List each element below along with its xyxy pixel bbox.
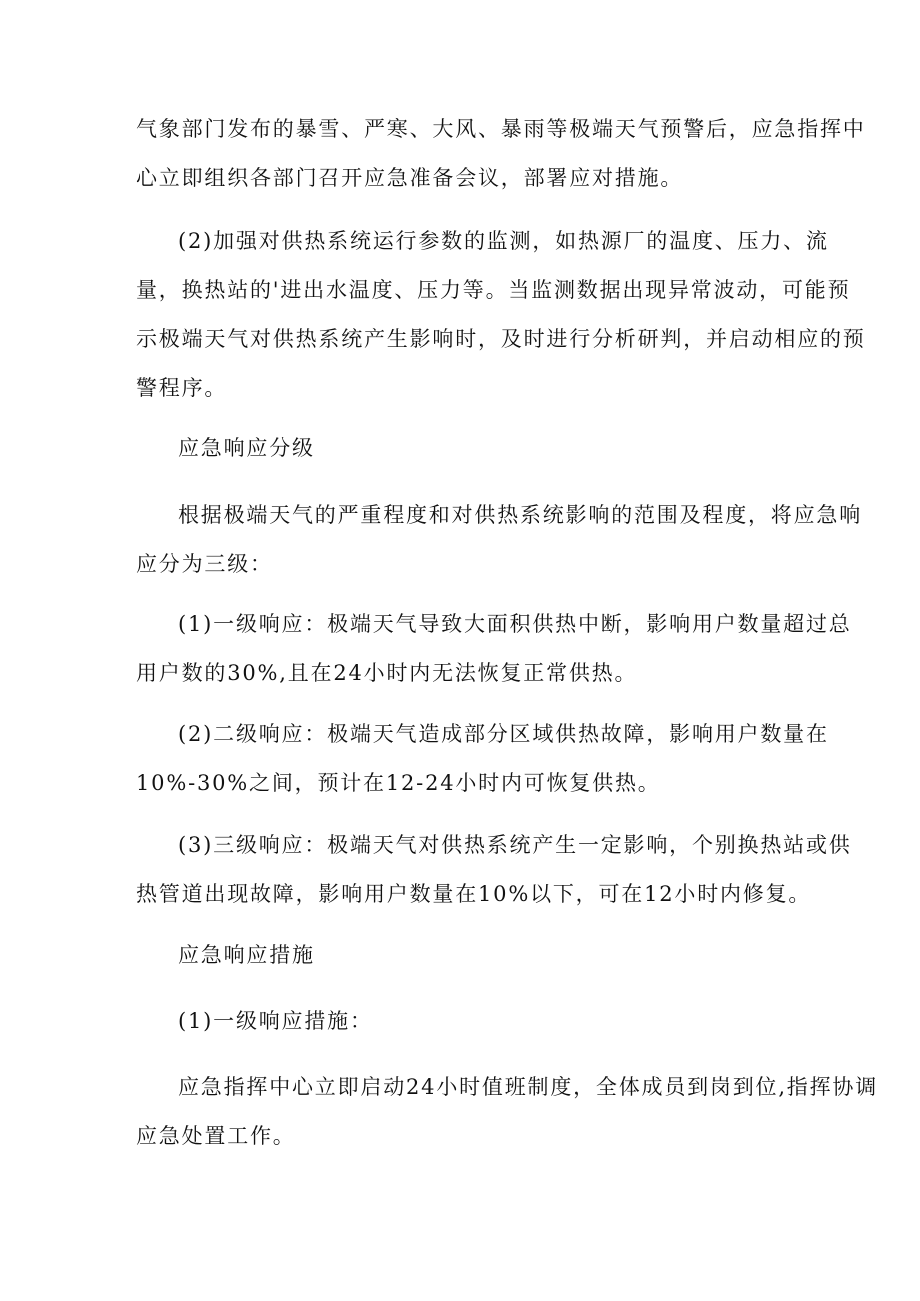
paragraph-level-one bbox=[136, 600, 852, 698]
paragraph-level-two bbox=[136, 710, 829, 808]
paragraph-warning-response bbox=[136, 105, 866, 203]
section-heading-response-levels bbox=[136, 424, 786, 473]
text-line: 示极端天气对供热系统产生影响时，及时进行分析研判，并启动相应的预 bbox=[136, 327, 866, 351]
text-line: 应分为三级： bbox=[136, 552, 273, 576]
text-line: 用户数的30%,且在24小时内无法恢复正常供热。 bbox=[136, 661, 638, 685]
paragraph-level-three bbox=[136, 821, 852, 919]
paragraph-monitoring bbox=[136, 217, 866, 413]
paragraph-level-one-measures bbox=[136, 997, 786, 1046]
text-line: 心立即组织各部门召开应急准备会议，部署应对措施。 bbox=[136, 166, 684, 190]
paragraph-duty-system bbox=[136, 1063, 878, 1161]
text-line: (1)一级响应措施： bbox=[178, 1009, 373, 1033]
text-line: 10%-30%之间，预计在12-24小时内可恢复供热。 bbox=[136, 771, 661, 795]
heading-text: 应急响应分级 bbox=[178, 436, 315, 460]
heading-text: 应急响应措施 bbox=[178, 943, 315, 967]
text-line: 应急处置工作。 bbox=[136, 1124, 296, 1148]
text-line: 热管道出现故障，影响用户数量在10%以下，可在12小时内修复。 bbox=[136, 882, 812, 906]
text-line: 量，换热站的'进出水温度、压力等。当监测数据出现异常波动，可能预 bbox=[136, 278, 851, 302]
section-heading-response-measures bbox=[136, 931, 786, 980]
text-line: 应急指挥中心立即启动24小时值班制度，全体成员到岗到位,指挥协调 bbox=[178, 1075, 878, 1099]
text-line: 气象部门发布的暴雪、严寒、大风、暴雨等极端天气预警后，应急指挥中 bbox=[136, 117, 866, 141]
paragraph-level-intro bbox=[136, 491, 862, 589]
text-line: 警程序。 bbox=[136, 376, 228, 400]
text-line: 根据极端天气的严重程度和对供热系统影响的范围及程度，将应急响 bbox=[178, 503, 862, 527]
text-line: (3)三级响应：极端天气对供热系统产生一定影响，个别换热站或供 bbox=[178, 833, 852, 857]
text-line: (1)一级响应：极端天气导致大面积供热中断，影响用户数量超过总 bbox=[178, 612, 852, 636]
text-line: (2)加强对供热系统运行参数的监测，如热源厂的温度、压力、流 bbox=[178, 229, 829, 253]
text-line: (2)二级响应：极端天气造成部分区域供热故障，影响用户数量在 bbox=[178, 722, 829, 746]
